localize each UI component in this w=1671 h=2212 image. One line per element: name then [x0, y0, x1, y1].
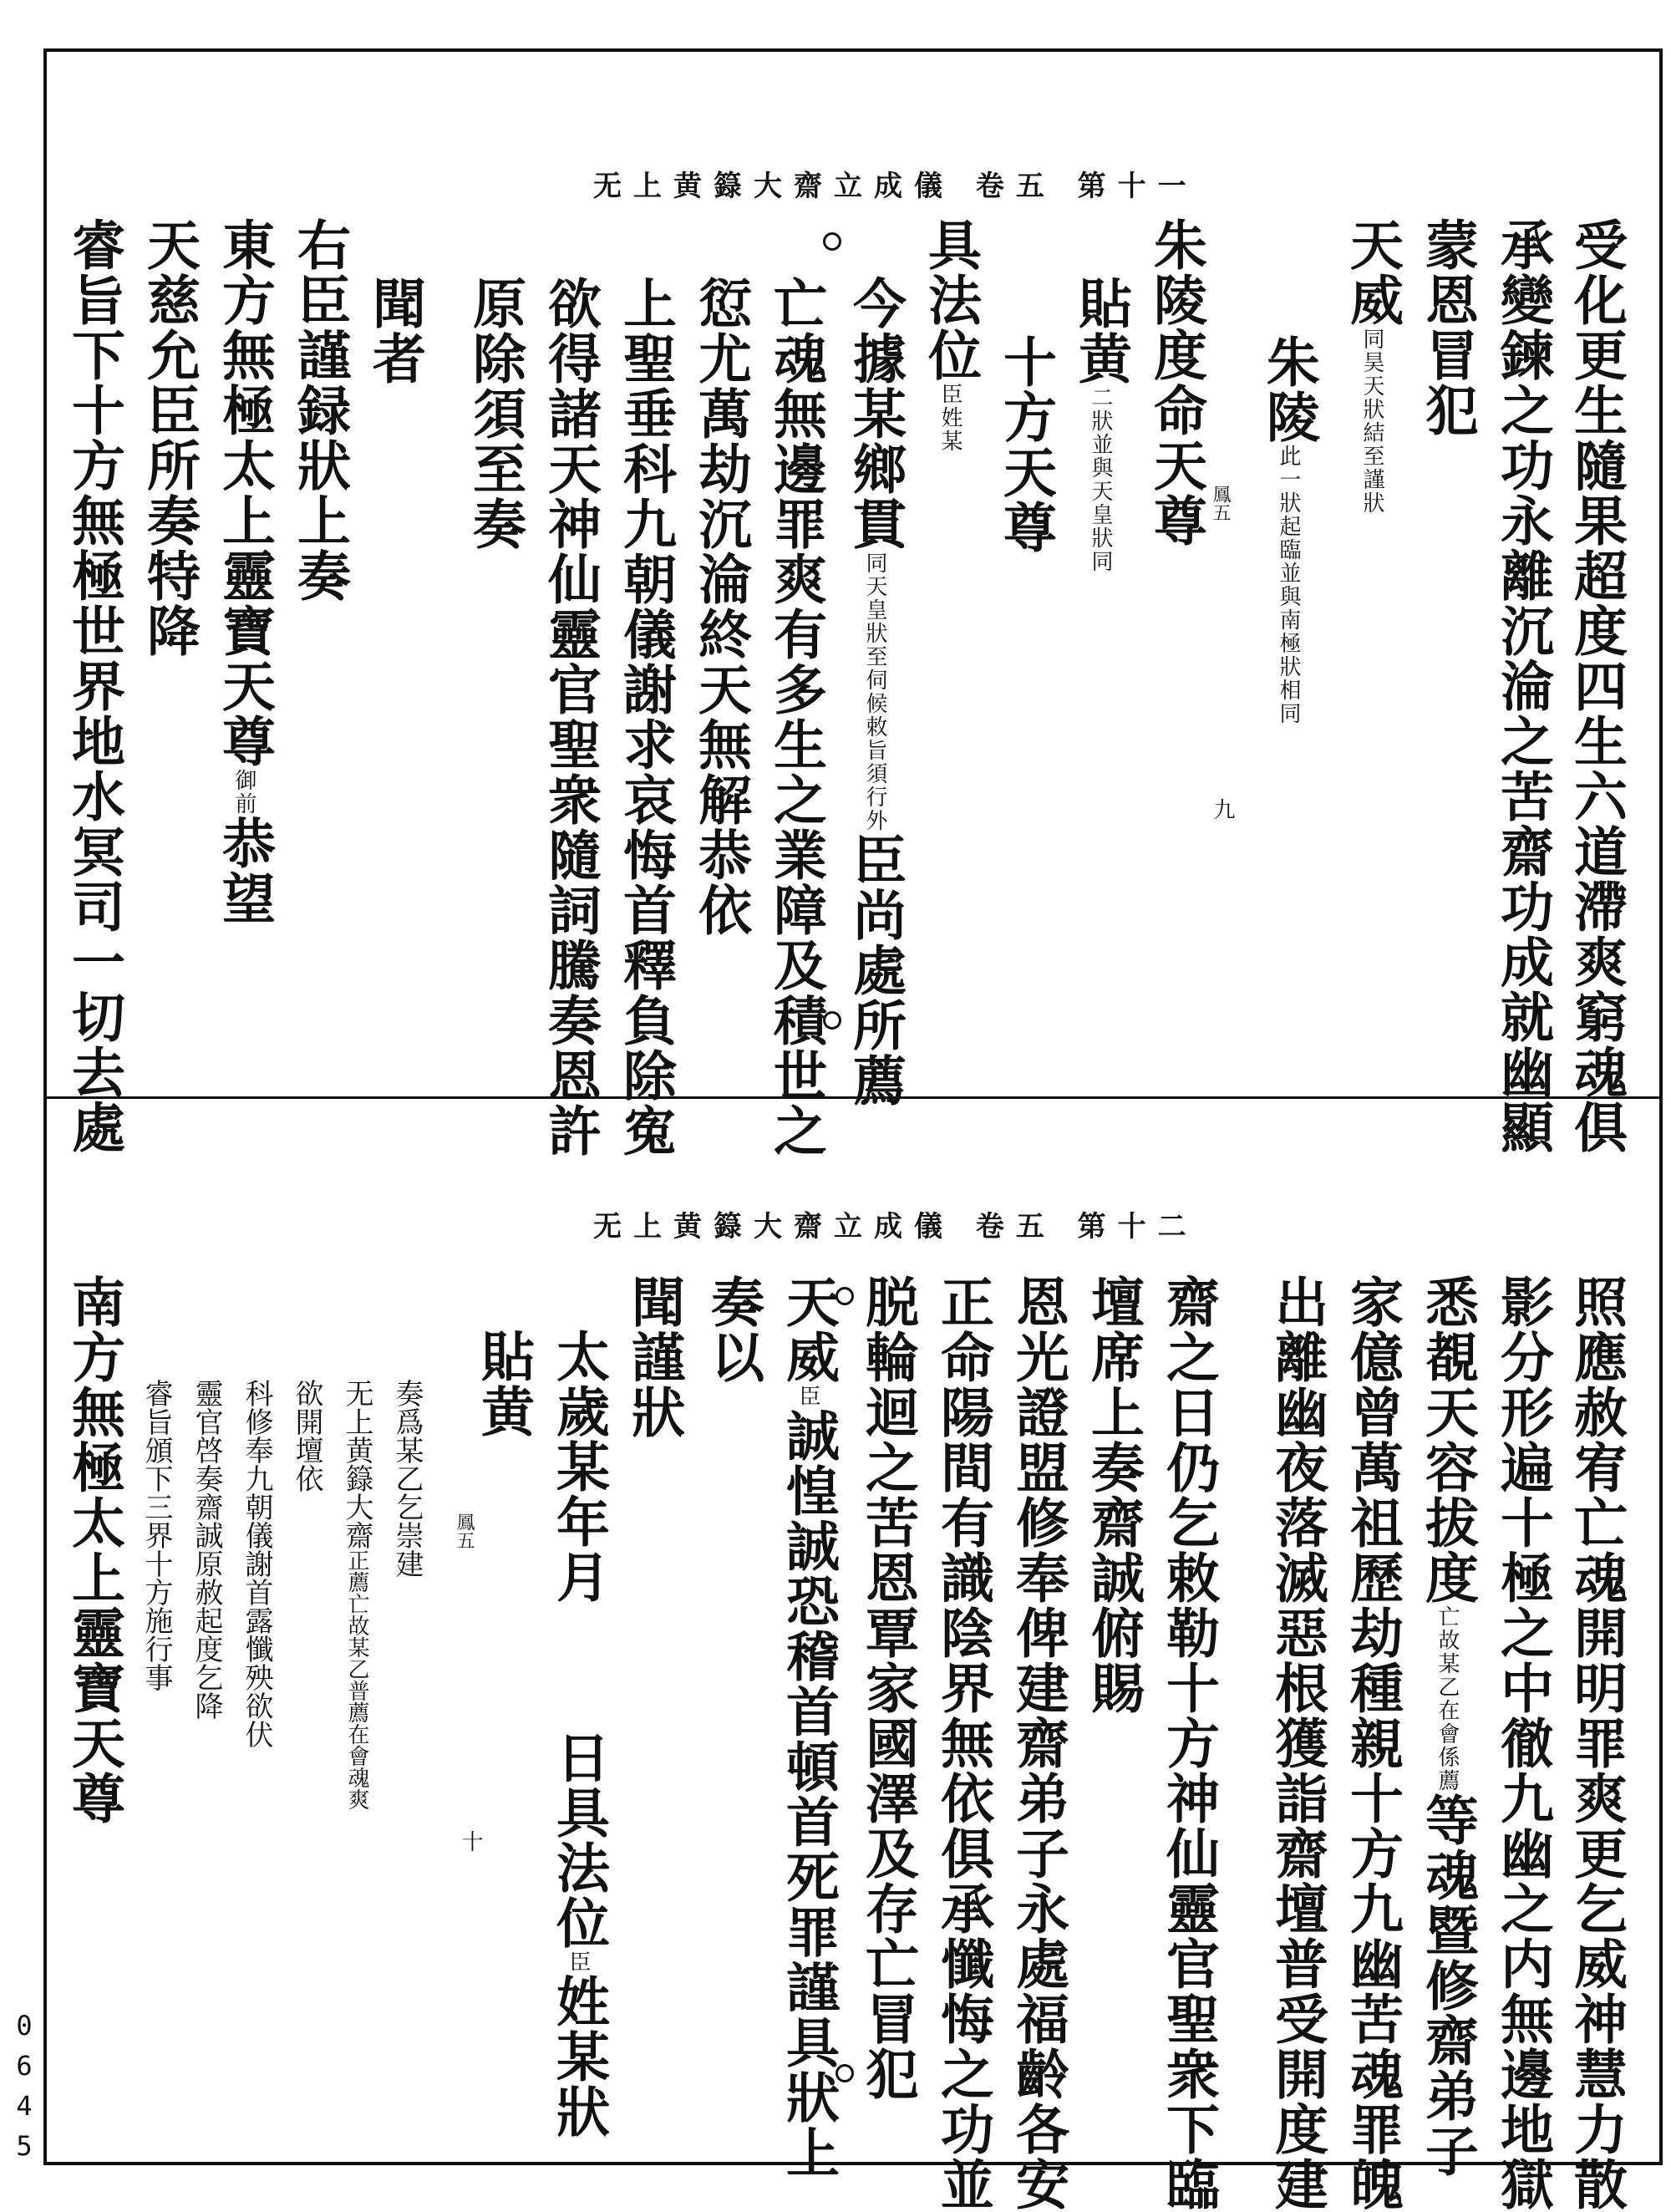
top-col-9: 具法位臣姓某	[919, 217, 982, 453]
bottom-circle-2	[836, 2064, 854, 2082]
top-col-2: 承變鍊之功永離沉淪之苦齋功成就幽顯	[1491, 217, 1554, 1155]
top-col-6: 朱陵度命天尊	[1145, 217, 1207, 548]
top-circle-1	[823, 232, 841, 251]
top-col-19: 天慈允臣所奏特降	[138, 217, 201, 659]
top-col-4: 天威同昊天狀結至謹狀	[1341, 217, 1404, 515]
top-header: 无上黄籙大齋立成儀 卷五 第十一	[593, 170, 1198, 203]
bottom-col-5: 出離幽夜落滅惡根獲詣齋壇普受開度建	[1266, 1274, 1328, 2212]
bottom-line-6: 睿旨頒下三界十方施行事	[140, 1379, 173, 1691]
bottom-header: 无上黄籙大齋立成儀 卷五 第十二	[593, 1210, 1198, 1243]
bottom-col-2: 影分形遍十極之中徹九幽之内無邊地獄	[1491, 1274, 1554, 2212]
top-col-8: 十方天尊	[994, 334, 1057, 555]
bottom-col-10: 脱輪迴之苦恩覃家國澤及存亡冒犯	[856, 1274, 919, 2102]
bottom-col-12: 奏以	[702, 1274, 764, 1385]
top-marker: 九	[1210, 798, 1235, 820]
bottom-col-7: 壇席上奏齋誠俯賜	[1082, 1274, 1145, 1716]
page-number: 0645	[16, 2010, 33, 2162]
bottom-col-14: 太歲某年月日具法位臣姓某狀	[547, 1329, 610, 2139]
top-col-17: 右臣謹録狀上奏	[288, 217, 351, 603]
top-col-14: 欲得諸天神仙靈官聖衆隨詞騰奏恩許	[539, 276, 602, 1158]
bottom-col-1: 照應赦宥亡魂開明罪爽更乞威神慧力散	[1565, 1274, 1628, 2212]
bottom-line-2: 无上黄籙大齋正薦亡故某乙普薦在會魂爽	[340, 1379, 373, 1810]
top-col-15: 原除須至奏	[464, 276, 526, 552]
top-col-18: 東方無極太上靈寶天尊御前恭望	[213, 217, 276, 926]
top-col-3: 蒙恩冒犯	[1416, 217, 1479, 438]
top-note-feng: 鳳五	[1210, 485, 1231, 521]
top-col-10: 今據某鄉貫同天皇狀至伺候敕旨須行外臣尚處所薦	[844, 276, 907, 1108]
bottom-col-4: 家億曾萬祖歷劫種親十方九幽苦魂罪魄	[1341, 1274, 1404, 2212]
bottom-col-15: 貼黄	[472, 1329, 535, 1439]
top-col-16: 聞者	[363, 276, 426, 386]
top-col-20: 睿旨下十方無極世界地水冥司一切去處	[63, 217, 125, 1155]
bottom-note-feng: 鳳五	[454, 1513, 475, 1549]
bottom-col-13: 聞謹狀	[622, 1274, 685, 1440]
bottom-line-3: 欲開壇依	[290, 1379, 323, 1492]
top-col-12: 愆尤萬劫沉淪終天無解恭依	[689, 276, 752, 938]
bottom-line-5: 靈官啓奏齋誠原赦起度乞降	[190, 1379, 223, 1720]
bottom-line-4: 科修奉九朝儀謝首露懺殃欲伏	[240, 1379, 273, 1748]
top-col-1: 受化更生隨果超度四生六道滯爽窮魂俱	[1565, 217, 1628, 1155]
bottom-col-8: 恩光證盟修奉俾建齋弟子永處福齡各安	[1007, 1274, 1069, 2212]
bottom-col-3: 悉覩天容拔度亡故某乙在會係薦等魂暨修齋弟子	[1416, 1274, 1479, 2179]
bottom-col-9: 正命陽間有識陰界無依俱承懺悔之功並	[932, 1274, 994, 2212]
bottom-col-11: 天威臣誠惶誠恐稽首頓首死罪謹具狀上	[777, 1274, 840, 2180]
bottom-col-6: 齋之日仍乞敕勒十方神仙靈官聖衆下臨	[1157, 1274, 1220, 2212]
top-col-11: 亡魂無邊罪爽有多生之業障及積世之	[764, 276, 827, 1158]
bottom-col-last: 南方無極太上靈寶天尊	[63, 1274, 125, 1826]
top-col-13: 上聖垂科九朝儀謝求哀悔首釋負除寃	[614, 276, 677, 1158]
bottom-marker: 十	[458, 1830, 483, 1852]
top-col-7: 貼黄二狀並與天皇狀同	[1069, 276, 1132, 573]
top-col-5: 朱陵此一狀起臨並與南極狀相同	[1257, 334, 1320, 725]
bottom-line-1: 奏爲某乙乞崇建	[390, 1379, 424, 1578]
